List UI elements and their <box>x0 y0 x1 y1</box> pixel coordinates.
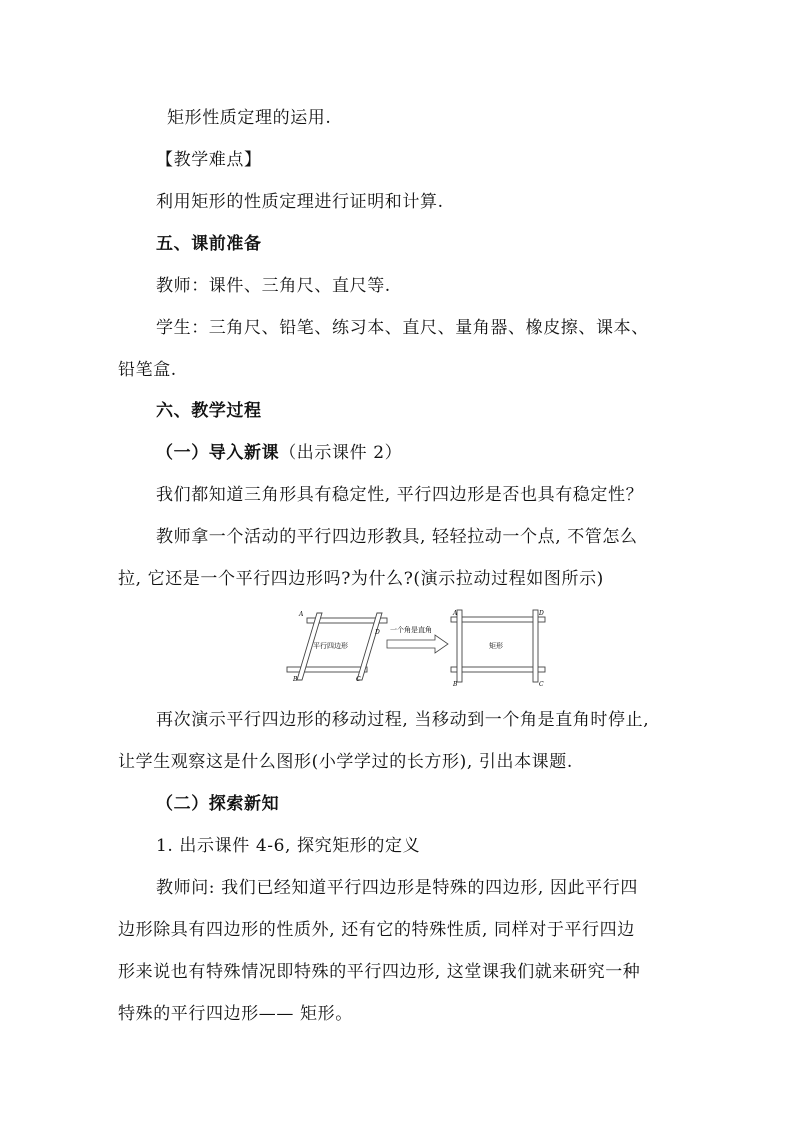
text-line: 让学生观察这是什么图形(小学学过的长方形), 引出本课题. <box>118 752 573 772</box>
vertex-label: D <box>539 610 544 617</box>
text-line: 教师问: 我们已经知道平行四边形是特殊的四边形, 因此平行四 <box>156 878 638 898</box>
text-line: 再次演示平行四边形的移动过程, 当移动到一个角是直角时停止, <box>156 710 650 730</box>
text-line: 边形除具有四边形的性质外, 还有它的特殊性质, 同样对于平行四边 <box>118 920 635 940</box>
text-line: 铅笔盒. <box>118 360 177 380</box>
vertex-label: A <box>299 611 304 618</box>
text-line: 我们都知道三角形具有稳定性, 平行四边形是否也具有稳定性？ <box>156 485 644 505</box>
text-line: 学生：三角尺、铅笔、练习本、直尺、量角器、橡皮擦、课本、 <box>156 318 649 338</box>
section-heading: （二）探索新知 <box>156 794 280 814</box>
subsection-note: （出示课件 2） <box>279 443 403 463</box>
vertex-label: B <box>293 676 298 683</box>
text-line: 教师：课件、三角尺、直尺等. <box>156 276 391 296</box>
rect-bar-right <box>533 610 538 682</box>
transition-arrow <box>387 635 448 653</box>
rectangle-label: 矩形 <box>489 642 503 650</box>
section-heading: 【教学难点】 <box>156 150 262 170</box>
text-line: 形来说也有特殊情况即特殊的平行四边形, 这堂课我们就来研究一种 <box>118 962 641 982</box>
section-heading: 六、教学过程 <box>156 401 262 421</box>
rect-bar-bottom <box>451 667 545 672</box>
parallelogram-to-rectangle-figure <box>283 606 547 688</box>
vertex-label: C <box>539 681 544 688</box>
section-heading: 五、课前准备 <box>156 234 262 254</box>
text-line: 利用矩形的性质定理进行证明和计算. <box>156 192 444 212</box>
arrow-label: 一个角是直角 <box>390 626 432 634</box>
text-line: 拉, 它还是一个平行四边形吗?为什么?(演示拉动过程如图所示) <box>118 569 604 589</box>
subsection-heading <box>156 441 402 465</box>
vertex-label: C <box>356 676 361 683</box>
vertex-label: B <box>453 681 458 688</box>
rect-bar-left <box>457 610 462 682</box>
parallelogram-label: 平行四边形 <box>313 642 348 650</box>
vertex-label: D <box>375 629 380 636</box>
frame-bar-bottom <box>287 667 367 672</box>
rect-bar-top <box>451 617 545 622</box>
text-line: 矩形性质定理的运用. <box>167 108 332 128</box>
vertex-label: A <box>453 610 458 617</box>
text-line: 教师拿一个活动的平行四边形教具, 轻轻拉动一个点, 不管怎么 <box>156 527 638 547</box>
subsection-title: （一）导入新课 <box>156 443 280 463</box>
text-line: 特殊的平行四边形—— 矩形。 <box>118 1004 353 1024</box>
text-line: 1. 出示课件 4-6, 探究矩形的定义 <box>156 836 421 856</box>
